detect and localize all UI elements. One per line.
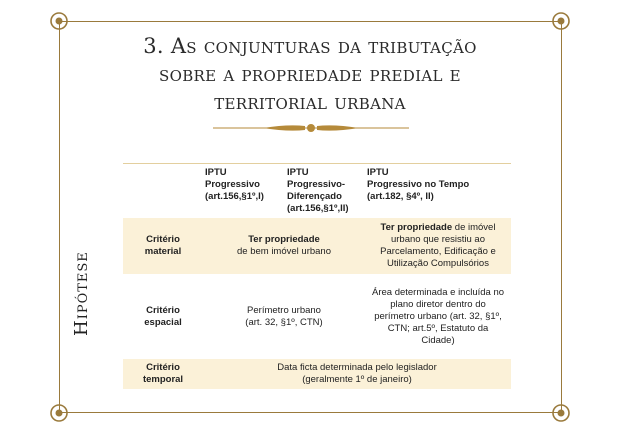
cell-text: de bem imóvel urbano (237, 246, 331, 257)
corner-swirl-icon (551, 11, 571, 31)
table-cell: Perímetro urbano (art. 32, §1º, CTN) (245, 304, 323, 328)
header-cell: IPTU Progressivo no Tempo (art.182, §4º, II) (365, 164, 511, 219)
title-line: 3. As conjunturas da tributação (143, 34, 477, 58)
table-row (123, 359, 511, 389)
corner-swirl-icon (49, 403, 69, 423)
row-label: Critério material (123, 218, 203, 274)
title-line: territorial urbana (214, 90, 406, 114)
cell-bold-text: Ter propriedade (248, 234, 320, 245)
row-label: Critério espacial (144, 304, 182, 328)
title-divider-ornament-icon (213, 119, 409, 137)
table-cell (365, 218, 511, 274)
row-label: Critério temporal (123, 359, 203, 389)
table-row (123, 274, 511, 359)
slide-title (0, 32, 620, 116)
corner-swirl-icon (551, 403, 571, 423)
corner-swirl-icon (49, 11, 69, 31)
cell-bold-text: Ter propriedade (380, 222, 453, 233)
iptu-table (123, 163, 511, 389)
cell-text: de imóvel urbano que resistiu ao Parcelamento, Edificação e Utilização Compulsórios (380, 222, 496, 269)
table-cell: Data ficta determinada pelo legislador (geralmente 1º de janeiro) (203, 359, 511, 389)
table-cell (203, 218, 365, 274)
table-header-row (123, 164, 511, 219)
header-cell: IPTU Progressivo (art.156,§1º,I) (203, 164, 285, 219)
table-row (123, 218, 511, 274)
side-label-hipotese: Hipótese (71, 251, 92, 336)
title-line: sobre a propriedade predial e (159, 62, 461, 86)
table-cell: Área determinada e incluída no plano diretor dentro do perímetro urbano (art. 32, §1º, CTN; art.5º, Estatuto da Cidade) (371, 286, 505, 346)
header-cell (123, 164, 203, 219)
header-cell: IPTU Progressivo- Diferençado (art.156,§1º,II) (285, 164, 365, 219)
